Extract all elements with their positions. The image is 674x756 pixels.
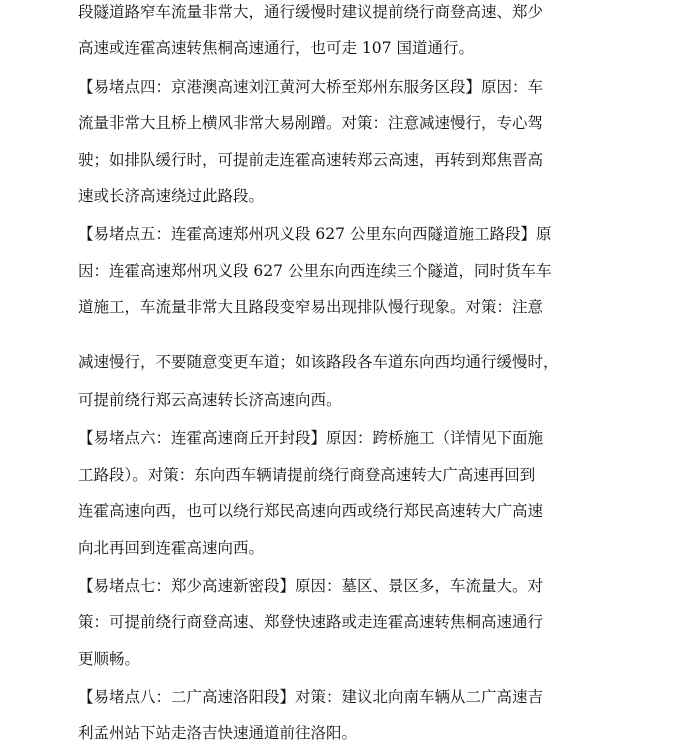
text-line: 道施工，车流量非常大且路段变窄易出现排队慢行现象。对策：注意: [78, 298, 544, 316]
text-line: 段隧道路窄车流量非常大，通行缓慢时建议提前绕行商登高速、郑少: [78, 3, 544, 21]
text-line: 【易堵点五：连霍高速郑州巩义段 627 公里东向西隧道施工路段】原: [78, 225, 552, 243]
text-line: 减速慢行，不要随意变更车道；如该路段各车道东向西均通行缓慢时，: [78, 353, 559, 371]
text-line: 速或长济高速绕过此路段。: [78, 187, 265, 205]
text-line: 更顺畅。: [78, 650, 141, 668]
text-line: 流量非常大且桥上横风非常大易剐蹭。对策：注意减速慢行，专心驾: [78, 114, 544, 132]
text-line: 策：可提前绕行商登高速、郑登快速路或走连霍高速转焦桐高速通行: [78, 613, 544, 631]
text-line: 工路段）。对策：东向西车辆请提前绕行商登高速转大广高速再回到: [78, 466, 536, 484]
text-line: 可提前绕行郑云高速转长济高速向西。: [78, 391, 342, 409]
text-line: 【易堵点六：连霍高速商丘开封段】原因：跨桥施工（详情见下面施: [78, 429, 544, 447]
text-line: 【易堵点八：二广高速洛阳段】对策：建议北向南车辆从二广高速吉: [78, 688, 544, 706]
text-line: 连霍高速向西，也可以绕行郑民高速向西或绕行郑民高速转大广高速: [78, 502, 544, 520]
text-line: 驶；如排队缓行时，可提前走连霍高速转郑云高速，再转到郑焦晋高: [78, 151, 544, 169]
text-line: 因：连霍高速郑州巩义段 627 公里东向西连续三个隧道，同时货车车: [78, 262, 552, 280]
text-line: 向北再回到连霍高速向西。: [78, 539, 265, 557]
text-line: 【易堵点四：京港澳高速刘江黄河大桥至郑州东服务区段】原因：车: [78, 78, 544, 96]
text-line: 利孟州站下站走洛吉快速通道前往洛阳。: [78, 724, 358, 742]
text-line: 高速或连霍高速转焦桐高速通行，也可走 107 国道通行。: [78, 39, 474, 57]
text-line: 【易堵点七：郑少高速新密段】原因：墓区、景区多，车流量大。对: [78, 577, 544, 595]
